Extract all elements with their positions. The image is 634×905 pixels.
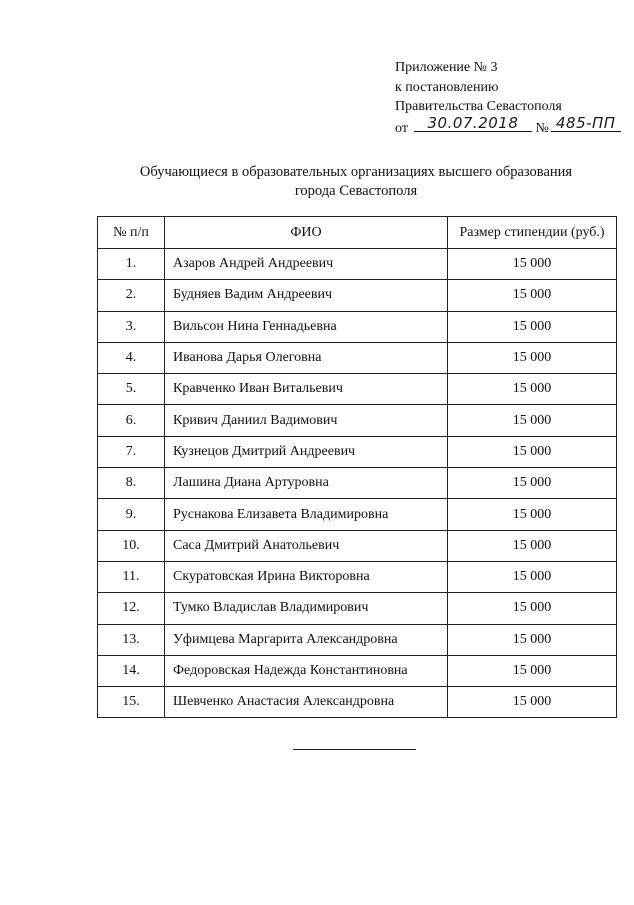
table-row: [98, 468, 617, 499]
scholarship-amount: 15 000: [448, 655, 617, 686]
student-name: Уфимцева Маргарита Александровна: [165, 624, 448, 655]
date-field: [414, 114, 532, 132]
row-number: 9.: [98, 499, 165, 530]
scholarship-amount: 15 000: [448, 468, 617, 499]
table-header-row: [98, 217, 617, 249]
row-number: 14.: [98, 655, 165, 686]
handwritten-date: 30.07.2018: [427, 114, 519, 132]
student-name: Лашина Диана Артуровна: [165, 468, 448, 499]
row-number: 13.: [98, 624, 165, 655]
scholarship-amount: 15 000: [448, 311, 617, 342]
student-name: Азаров Андрей Андреевич: [165, 249, 448, 280]
header-sum: Размер стипендии (руб.): [448, 217, 617, 249]
student-name: Вильсон Нина Геннадьевна: [165, 311, 448, 342]
table-row: [98, 374, 617, 405]
scholarship-amount: 15 000: [448, 374, 617, 405]
student-name: Руснакова Елизавета Владимировна: [165, 499, 448, 530]
table-row: [98, 624, 617, 655]
table-body: [98, 249, 617, 718]
student-name: Кузнецов Дмитрий Андреевич: [165, 436, 448, 467]
student-name: Федоровская Надежда Константиновна: [165, 655, 448, 686]
table-row: [98, 687, 617, 718]
scholarship-amount: 15 000: [448, 499, 617, 530]
document-title: [96, 163, 616, 201]
scholarship-amount: 15 000: [448, 249, 617, 280]
date-prefix: от: [395, 120, 408, 136]
scholarship-amount: 15 000: [448, 436, 617, 467]
table-row: [98, 405, 617, 436]
document-title-line1: Обучающиеся в образовательных организациях высшего образования: [139, 164, 573, 180]
table-row: [98, 249, 617, 280]
appendix-block: [395, 58, 621, 138]
document-title-line2: города Севастополя: [294, 183, 418, 199]
student-name: Будняев Вадим Андреевич: [165, 280, 448, 311]
row-number: 15.: [98, 687, 165, 718]
table-row: [98, 593, 617, 624]
table-row: [98, 436, 617, 467]
table-row: [98, 280, 617, 311]
student-name: Шевченко Анастасия Александровна: [165, 687, 448, 718]
student-name: Иванова Дарья Олеговна: [165, 342, 448, 373]
student-name: Кривич Даниил Вадимович: [165, 405, 448, 436]
number-prefix: №: [535, 120, 549, 136]
end-divider: [293, 749, 416, 750]
row-number: 1.: [98, 249, 165, 280]
table-row: [98, 530, 617, 561]
table-row: [98, 499, 617, 530]
row-number: 5.: [98, 374, 165, 405]
student-name: Скуратовская Ирина Викторовна: [165, 561, 448, 592]
row-number: 7.: [98, 436, 165, 467]
header-num: № п/п: [98, 217, 165, 249]
number-field: [551, 114, 621, 132]
scholarship-amount: 15 000: [448, 593, 617, 624]
table-row: [98, 342, 617, 373]
scholarship-amount: 15 000: [448, 280, 617, 311]
scholarship-amount: 15 000: [448, 530, 617, 561]
appendix-subtitle: к постановлению: [395, 79, 499, 95]
appendix-issuer: Правительства Севастополя: [395, 99, 562, 114]
handwritten-number: 485-ПП: [555, 114, 616, 132]
scholarship-amount: 15 000: [448, 405, 617, 436]
table-row: [98, 561, 617, 592]
row-number: 4.: [98, 342, 165, 373]
scholarship-table: [97, 216, 617, 718]
table-row: [98, 655, 617, 686]
scholarship-amount: 15 000: [448, 561, 617, 592]
header-name: ФИО: [165, 217, 448, 249]
row-number: 8.: [98, 468, 165, 499]
scholarship-amount: 15 000: [448, 687, 617, 718]
row-number: 6.: [98, 405, 165, 436]
row-number: 12.: [98, 593, 165, 624]
appendix-date-number: [395, 114, 621, 139]
row-number: 2.: [98, 280, 165, 311]
student-name: Тумко Владислав Владимирович: [165, 593, 448, 624]
student-name: Кравченко Иван Витальевич: [165, 374, 448, 405]
row-number: 3.: [98, 311, 165, 342]
table-row: [98, 311, 617, 342]
appendix-title: Приложение № 3: [395, 60, 498, 75]
student-name: Саса Дмитрий Анатольевич: [165, 530, 448, 561]
row-number: 10.: [98, 530, 165, 561]
scholarship-amount: 15 000: [448, 342, 617, 373]
scholarship-amount: 15 000: [448, 624, 617, 655]
row-number: 11.: [98, 561, 165, 592]
